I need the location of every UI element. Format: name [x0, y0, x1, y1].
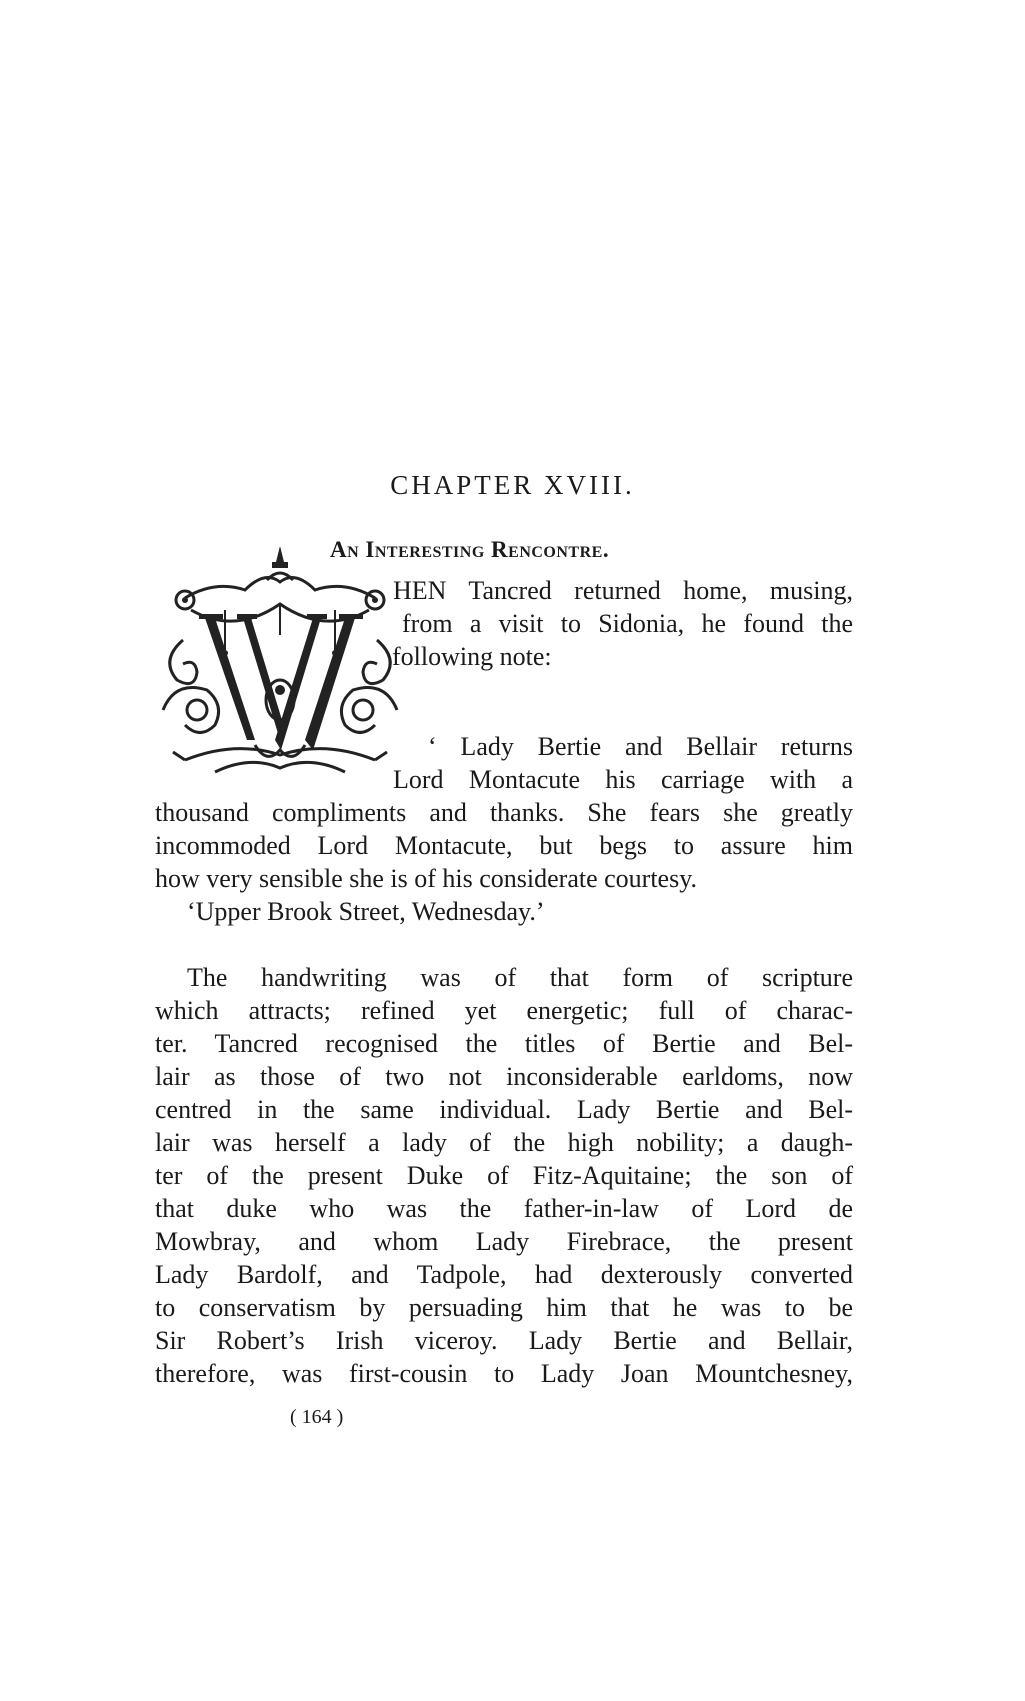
body-line: to conservatism by persuading him that he was to be	[155, 1293, 853, 1322]
ornamental-drop-cap	[155, 540, 400, 785]
page-number: ( 164 )	[290, 1406, 344, 1428]
body-line: Sir Robert’s Irish viceroy. Lady Bertie and Bellair,	[155, 1326, 853, 1355]
body-line: ter of the present Duke of Fitz-Aquitaine; the son of	[155, 1161, 853, 1190]
body-line: which attracts; refined yet energetic; full of charac-	[155, 996, 853, 1025]
body-line: Mowbray, and whom Lady Firebrace, the present	[155, 1227, 853, 1256]
chapter-heading: CHAPTER XVIII.	[390, 470, 635, 500]
body-line: lair was herself a lady of the high nobility; a daugh-	[155, 1128, 853, 1157]
body-line: centred in the same individual. Lady Bertie and Bel-	[155, 1095, 853, 1124]
body-line: The handwriting was of that form of scripture	[187, 963, 853, 992]
chapter-subtitle: An Interesting Rencontre.	[330, 537, 610, 562]
body-line: therefore, was first-cousin to Lady Joan Mountchesney,	[155, 1359, 853, 1388]
body-line: incommoded Lord Montacute, but begs to assure him	[155, 831, 853, 860]
body-line: that duke who was the father-in-law of Lord de	[155, 1194, 853, 1223]
body-line: Lady Bardolf, and Tadpole, had dexterously converted	[155, 1260, 853, 1289]
body-line: from a visit to Sidonia, he found the	[402, 609, 853, 638]
body-line: thousand compliments and thanks. She fears she greatly	[155, 798, 853, 827]
body-line: HEN Tancred returned home, musing,	[393, 576, 853, 605]
drop-cap-ornament-icon	[155, 540, 400, 785]
body-line: Lord Montacute his carriage with a	[393, 765, 853, 794]
body-line: following note:	[392, 642, 552, 671]
body-line: ter. Tancred recognised the titles of Bertie and Bel-	[155, 1029, 853, 1058]
body-line: ‘ Lady Bertie and Bellair returns	[428, 732, 853, 761]
body-line: ‘Upper Brook Street, Wednesday.’	[187, 897, 545, 926]
body-line: how very sensible she is of his considerate courtesy.	[155, 864, 698, 893]
body-line: lair as those of two not inconsiderable earldoms, now	[155, 1062, 853, 1091]
